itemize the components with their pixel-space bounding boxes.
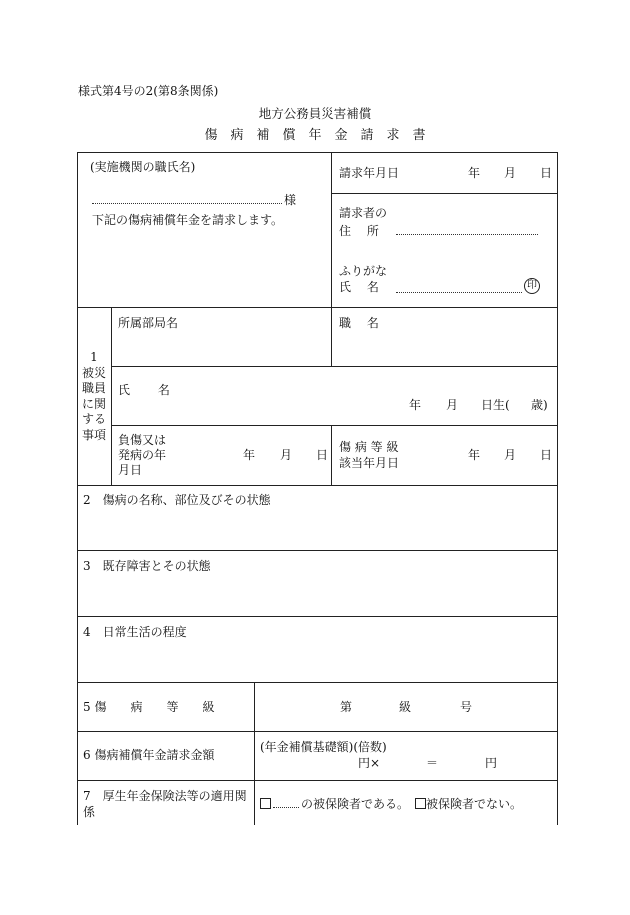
applicant-name-field[interactable] [396, 292, 522, 293]
injury-month: 月 [280, 448, 293, 462]
insurance-type-blank[interactable] [273, 797, 299, 808]
agency-name-line[interactable] [92, 203, 282, 204]
section7-label-1: 7 厚生年金保険法等の適用関 [83, 789, 247, 803]
injury-date-label-3: 月日 [118, 463, 143, 477]
age: 歳) [531, 398, 548, 412]
birth-month: 月 [446, 398, 459, 412]
applicant-label: 請求者の [339, 206, 388, 220]
insured-option-label: の被保険者である。 [301, 797, 410, 811]
injury-date-label-2: 発病の年 [118, 448, 167, 462]
employee-name-label: 氏 名 [118, 383, 170, 397]
form-title: 傷病補償年金請求書 [204, 128, 439, 143]
section1-side-label-5: 事項 [82, 428, 107, 442]
applicant-name-label: 氏 名 [339, 280, 379, 294]
insured-checkbox[interactable] [260, 798, 271, 809]
agency-label: (実施機関の職氏名) [90, 160, 196, 174]
dept-label: 所属部局名 [118, 316, 179, 330]
address-label: 住 所 [339, 224, 379, 238]
request-date-label: 請求年月日 [339, 166, 400, 180]
section1-side-label-1: 被災 [82, 366, 107, 380]
birth-year: 年 [409, 398, 422, 412]
formula-yen: 円 [485, 756, 498, 770]
request-year: 年 [468, 166, 481, 180]
section1-side-label-3: に関 [82, 397, 107, 411]
section5-label: 5 傷 病 等 級 [83, 700, 215, 714]
formula-yen-times: 円× [358, 756, 381, 770]
request-day: 日 [540, 166, 553, 180]
not-insured-option[interactable] [415, 797, 522, 811]
request-month: 月 [504, 166, 517, 180]
section6-label: 6 傷病補償年金請求金額 [83, 748, 215, 762]
formula-equals: ＝ [426, 756, 439, 770]
grade-year: 年 [468, 448, 481, 462]
address-field[interactable] [396, 234, 538, 235]
section1-number: 1 [90, 350, 98, 364]
section1-side-label-2: 職員 [82, 381, 107, 395]
injury-year: 年 [243, 448, 256, 462]
position-label: 職 名 [339, 316, 379, 330]
grade-dai: 第 [340, 700, 353, 714]
seal-mark: 印 [524, 278, 540, 294]
grade-date-label-1: 傷 病 等 級 [339, 440, 399, 454]
injury-date-label-1: 負傷又は [118, 433, 167, 447]
injury-day: 日 [316, 448, 329, 462]
grade-month: 月 [504, 448, 517, 462]
section4-label: 4 日常生活の程度 [83, 625, 187, 639]
insured-option[interactable] [260, 797, 409, 811]
furigana-label: ふりがな [339, 264, 388, 278]
not-insured-checkbox[interactable] [415, 798, 426, 809]
honorific: 様 [284, 193, 297, 207]
form-number: 様式第4号の2(第8条関係) [78, 84, 219, 98]
section2-label: 2 傷病の名称、部位及びその状態 [83, 493, 271, 507]
grade-go: 号 [460, 700, 473, 714]
section1-side-label-4: する [82, 412, 107, 426]
section7-label-2: 係 [83, 805, 96, 819]
grade-kyu: 級 [399, 700, 412, 714]
formula-header: (年金補償基礎額)(倍数) [260, 740, 387, 754]
request-statement: 下記の傷病補償年金を請求します。 [92, 213, 284, 227]
birth-day: 日生( [481, 398, 510, 412]
grade-date-label-2: 該当年月日 [339, 456, 400, 470]
form-subtitle: 地方公務員災害補償 [258, 106, 372, 121]
not-insured-option-label: 被保険者でない。 [426, 797, 523, 811]
grade-day: 日 [540, 448, 553, 462]
section3-label: 3 既存障害とその状態 [83, 559, 211, 573]
